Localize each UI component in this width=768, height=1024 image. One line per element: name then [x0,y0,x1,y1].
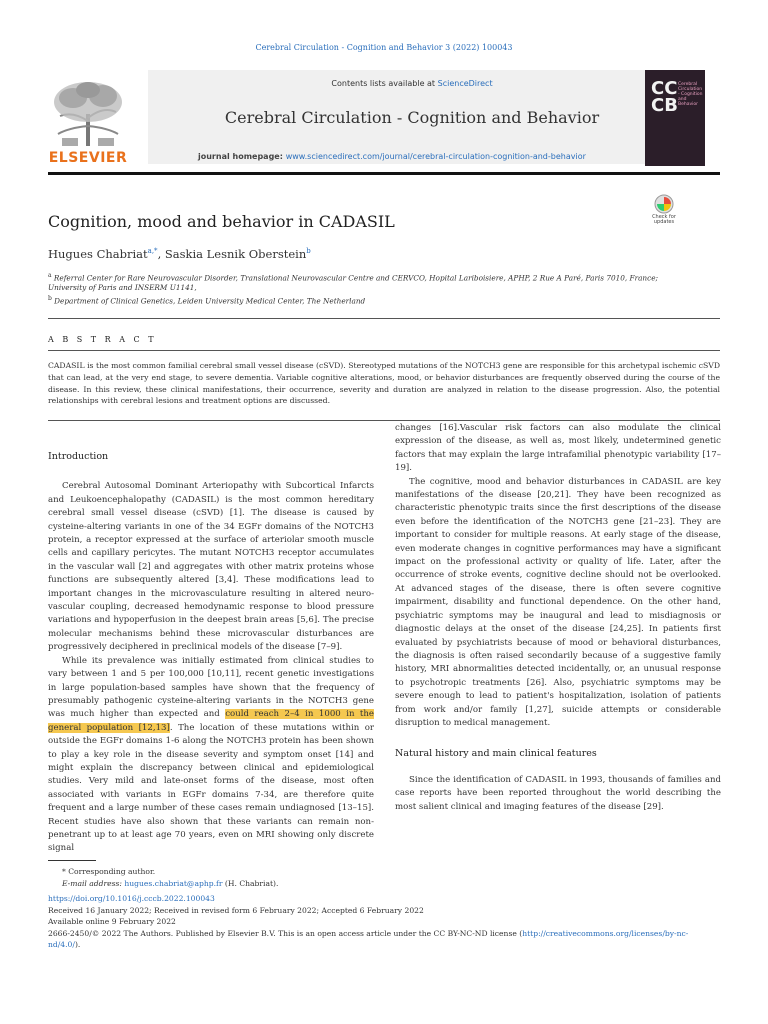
received-dates: Received 16 January 2022; Received in revised form 6 February 2022; Accepted 6 February 2022 [48,905,424,915]
cover-letters: CC CB [651,78,678,116]
corresponding-text: Corresponding author. [68,867,156,876]
author-separator: , [157,247,165,261]
homepage-label: journal homepage: [198,152,286,161]
email-link[interactable]: hugues.chabriat@aphp.fr [124,878,223,888]
journal-homepage [198,152,586,161]
body-column-right [395,422,721,814]
elsevier-wordmark: ELSEVIER [48,150,128,166]
author-marks: b [306,247,311,256]
body-paragraph: Cerebral Autosomal Dominant Arteriopathy with Subcortical Infarcts and Leukoencephalopathy (CADASIL) is the most common hereditary cerebral small vessel disease (cSVD) [1]. The disease is caused by cysteine-altering variants in one of the 34 EGFr domains of the NOTCH3 protein, a receptor expressed at the surface of arteriolar smooth muscle cells and capillary pericytes. The mutant NOTCH3 receptor accumulates in the vascular wall [2] and aggregates with other matrix proteins whose functions are subsequently altered [3,4]. These modifications lead to important changes in the microvasculature resulting in altered neuro-vascular coupling, decreased hemodynamic response to blood pressure variations and hypoperfusion in the deepest brain areas [5,6]. The precise molecular mechanisms behind these microvascular disturbances are progressively deciphered in preclinical models of the disease [7–9]. [48,481,374,653]
affiliation-text: Department of Clinical Genetics, Leiden University Medical Center, The Netherland [54,296,366,306]
article-title: Cognition, mood and behavior in CADASIL [48,212,395,231]
license-link[interactable]: http://creativecommons.org/licenses/by-nc-nd/4.0/ [48,928,689,949]
affiliation-text: Referral Center for Rare Neurovascular Disorder, Translational Neurovascular Centre and CERVCO, Hopital Lariboisiere, APHP, 2 Rue A Paré, Paris 7010, France; University of Paris and INSERM U1141, [48,273,658,293]
crossmark-icon [645,193,683,215]
check-for-updates-badge[interactable] [645,193,683,231]
cover-subtitle: Cerebral Circulation - Cognition and Behavior [678,82,703,107]
available-online-date: Available online 9 February 2022 [48,917,176,926]
paragraph-text: . The location of these mutations within or outside the EGFr domains 1-6 along the NOTCH3 protein has been shown to play a key role in the disease severity and symptom onset [14] and might explain the discrepancy between clinical and epidemiological studies. Very mild and late-onset forms of the disease, most often associated with variants in EGFr domains 7-34, are therefore quite frequent and a large number of these cases remain undiagnosed [13–15]. Recent studies have also shown that these variants can remain non-penetrant up to at least age 70 years, even on MRI showing only discrete signal [48,722,375,854]
body-paragraph: Since the identification of CADASIL in 1993, thousands of families and case reports have been reported throughout the world describing the most salient clinical and imaging features of the disease [29]. [395,774,721,812]
email-note [48,878,720,890]
homepage-link[interactable]: www.sciencedirect.com/journal/cerebral-circulation-cognition-and-behavior [285,152,586,161]
corresponding-author-note [48,866,720,878]
header-rule [48,172,720,175]
email-label: E-mail address: [62,878,125,888]
affiliation [48,271,658,293]
crossmark-label: Check for updates [652,214,676,225]
affiliation-mark: b [48,295,52,302]
abstract-heading: A B S T R A C T [48,335,157,344]
journal-masthead [48,70,628,166]
license-suffix: ). [74,940,81,949]
body-paragraph: The cognitive, mood and behavior disturbances in CADASIL are key manifestations of the disease [20,21]. They have been recognized as characteristic phenotypic traits since the first descriptions of the disease even before the identification of the NOTCH3 gene [21–23]. They are important to consider for multiple reasons. At early stage of the disease, even moderate changes in cognitive performances may have a significant impact on the professional activity or quality of life. Later, after the occurrence of stroke events, cognitive decline should not be overlooked. At advanced stages of the disease, there is often severe cognitive impairment, disability and functional dependence. On the other hand, psychiatric symptoms may be inaugural and lead to misdiagnosis or diagnostic delays at the onset of the disease [24,25]. In patients first evaluated by psychiatrists because of mood or behavioral disturbances, the diagnosis is often raised secondarily because of a suggestive family history, MRI abnormalities detected incidentally, or, an unusual response to psychotropic treatments [26]. Also, psychiatric symptoms may be severe enough to lead to patient's hospitalization, isolation of patients from work and/or family [1,27], suicide attempts or considerable disruption to medical management. [395,476,721,728]
footnotes [48,866,720,951]
corresponding-mark: * [62,867,66,876]
section-heading-natural-history: Natural history and main clinical features [395,748,597,760]
paragraph-text: While its prevalence was initially estimated from clinical studies to vary between 1 and 5 per 100,000 [10,11], recent genetic investigations in large population-based samples have shown that the frequency of presumably pathogenic cysteine-altering variants in the NOTCH3 gene was much higher than expected and [48,655,374,720]
divider [48,318,720,319]
abstract-text: CADASIL is the most common familial cerebral small vessel disease (cSVD). Stereotyped mutations of the NOTCH3 gene are responsible for this archetypal ischemic cSVD that can lead, at the very end stage, to severe dementia. Variable cognitive alterations, mood, or behavior disturbances are frequently observed during the course of the disease. In this review, these clinical manifestations, their occurrence, severity and duration are analyzed in relation to the disease progression. Also, the potential relationships with cerebral lesions and treatment options are discussed. [48,361,720,406]
highlighted-text: could reach 2–4 in 1000 in the general population [12,13] [48,709,374,733]
sciencedirect-link[interactable]: ScienceDirect [437,79,493,88]
email-suffix: (H. Chabriat). [222,878,279,888]
affiliation-mark: a [48,272,52,279]
contents-prefix: Contents lists available at [331,79,438,88]
running-head[interactable]: Cerebral Circulation - Cognition and Behavior 3 (2022) 100043 [255,43,513,52]
author-name[interactable]: Hugues Chabriat [48,247,148,261]
body-paragraph [48,655,374,856]
author-name[interactable]: Saskia Lesnik Oberstein [164,247,307,261]
author-marks: a,* [147,247,158,256]
divider [48,350,720,351]
journal-cover-image[interactable] [645,70,705,166]
license-prefix: 2666-2450/© 2022 The Authors. Published by Elsevier B.V. This is an open access article under the CC BY-NC-ND license ( [48,928,523,938]
body-column-left [48,450,374,856]
journal-name: Cerebral Circulation - Cognition and Behavior [224,108,600,127]
contents-line [148,79,676,88]
divider [48,420,720,421]
doi-link[interactable]: https://doi.org/10.1016/j.cccb.2022.100043 [48,894,215,903]
author-list [48,247,311,261]
footnote-rule [48,860,96,861]
section-heading-introduction: Introduction [48,451,109,462]
license-statement [48,928,720,951]
affiliation [48,294,658,306]
journal-banner [148,70,676,164]
body-paragraph: changes [16].Vascular risk factors can also modulate the clinical expression of the disease, as well as, most likely, undetermined genetic factors that may explain the large intrafamilial phenotypic variability [17–19]. [395,423,721,474]
